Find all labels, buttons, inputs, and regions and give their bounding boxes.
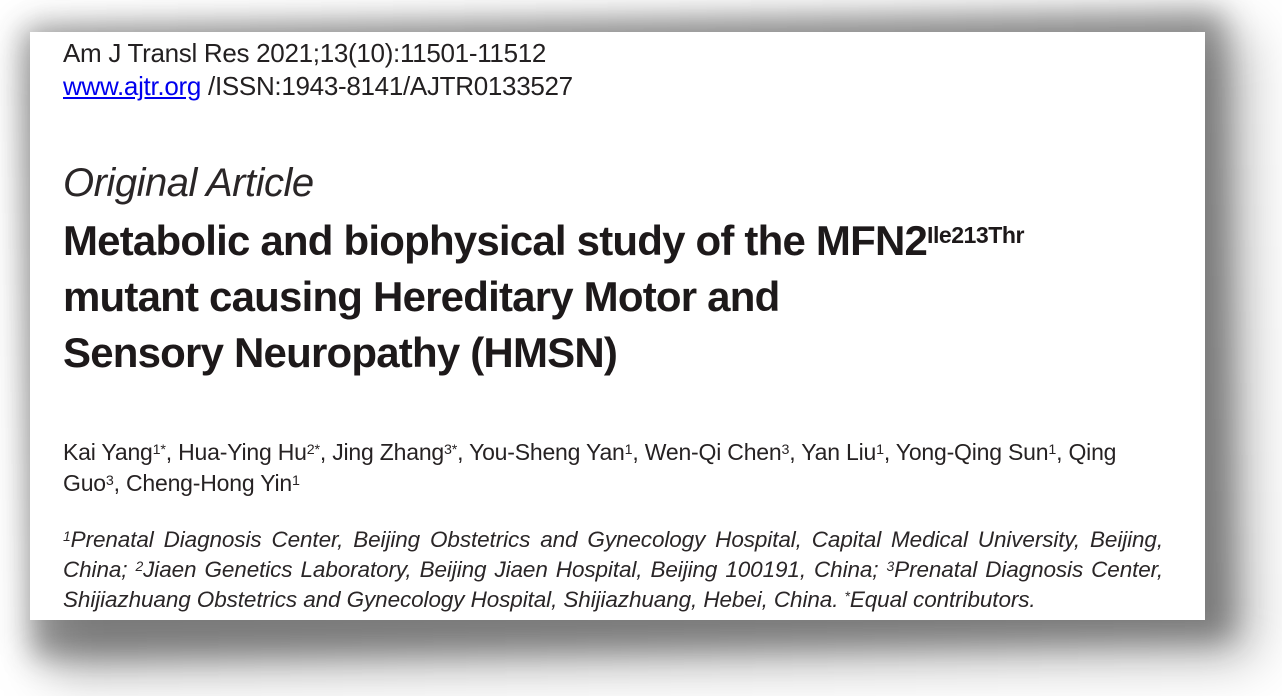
affiliation-superscript: 3 xyxy=(886,558,895,575)
author-list: Kai Yang$^{1*}$, Hua-Ying $Hu^{2*}$, Jing Zhang$^{3*}$, You-Sheng Yan$^1$, Wen-Qi Chen$^3$, Yan Liu$^1$, Yong-Qing Sun$^1$, Qing Guo$^3$, Cheng-Hong Yin$^1$ xyxy=(63,439,1117,496)
paper-page xyxy=(30,32,1205,620)
paper-title xyxy=(63,213,1163,381)
affiliation-superscript: * xyxy=(844,588,850,605)
affiliation-superscript: 1 xyxy=(63,528,71,545)
author-affiliation-superscript: 1* xyxy=(152,442,166,459)
journal-url-link[interactable]: www.ajtr.org xyxy=(63,71,202,101)
author-affiliation-superscript: 1 xyxy=(876,442,884,459)
author: Kai Yang$^{1*}$ xyxy=(63,439,166,465)
affiliation-superscript: 2 xyxy=(135,558,144,575)
author: Qing Guo$^3$ xyxy=(63,439,1117,496)
author: Hua-Ying $Hu^{2*}$ xyxy=(178,439,320,465)
author: Wen-Qi Chen$^3$ xyxy=(644,439,790,465)
author-affiliation-superscript: 3* xyxy=(444,442,458,459)
author: You-Sheng Yan$^1$ xyxy=(469,439,633,465)
author: Yan Liu$^1$ xyxy=(801,439,884,465)
journal-line-2 xyxy=(63,70,1163,103)
author-affiliation-superscript: 3 xyxy=(105,473,114,490)
article-type-label: Original Article xyxy=(63,161,314,205)
issn-text: /ISSN:1943-8141/AJTR0133527 xyxy=(208,71,573,101)
author-affiliation-superscript: 3 xyxy=(781,442,790,459)
title-line-1 xyxy=(63,213,1163,269)
author: Cheng-Hong Yin$^1$ xyxy=(126,470,300,496)
title-line-3: Sensory Neuropathy (HMSN) xyxy=(63,329,618,376)
title-line-1-text: Metabolic and biophysical study of the MFN2 xyxy=(63,217,928,264)
title-line-2: mutant causing Hereditary Motor and xyxy=(63,273,780,320)
author-affiliation-superscript: 1 xyxy=(291,473,300,490)
author-affiliation-superscript: 1 xyxy=(1048,442,1057,459)
author: Yong-Qing Sun$^1$ xyxy=(895,439,1057,465)
author: Jing Zhang$^{3*}$ xyxy=(332,439,458,465)
journal-header xyxy=(63,37,1163,103)
author-affiliation-superscript: 2* xyxy=(306,442,320,459)
affiliations-text: $^1$Prenatal Diagnosis Center, Beijing Obstetrics and Gynecology Hospital, Capital Medical University, Beijing, China; $^2$Jiaen Genetics Laboratory, Beijing Jiaen Hospital, Beijing 100191, China; $^3$Prenatal Diagnosis Center, Shijiazhuang Obstetrics and Gynecology Hospital, Shijiazhuang, Hebei, China. *Equal contributors. xyxy=(63,527,1163,612)
journal-citation: Am J Transl Res 2021;13(10):11501-11512 xyxy=(63,38,547,68)
title-mutation-superscript: Ile213Thr xyxy=(927,222,1024,248)
page-content xyxy=(30,32,1205,615)
author-affiliation-superscript: 1 xyxy=(624,442,633,459)
